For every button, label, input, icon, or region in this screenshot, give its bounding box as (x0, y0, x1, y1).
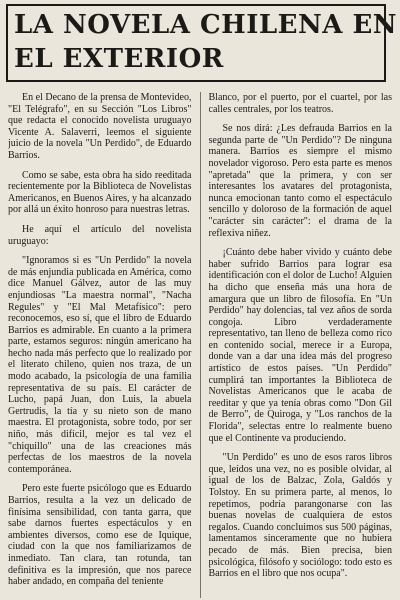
paragraph: Pero este fuerte psicólogo que es Eduardo Barrios, resulta a la vez un delicado de finísima sensibilidad, con tanta garra, que sabe darnos fuertes espectáculos y en ambientes diversos, como ese de Iquique, ciudad con la que nos familiarizamos de inmediato. Tan clara, tan rotunda, tan definitiva es la impresión, que nos parece haber andado, en compaña del teniente (8, 483, 192, 588)
headline (14, 8, 398, 76)
paragraph: Como se sabe, esta obra ha sido reeditada recientemente por la Biblioteca de Novelistas Americanos, en Buenos Aires, y ha alcanzado por allá un éxito honroso para nuestras letras. (8, 169, 192, 216)
article-columns (8, 92, 392, 598)
right-column (209, 92, 393, 598)
left-column (8, 92, 192, 598)
paragraph: ¡Cuánto debe haber vivido y cuánto debe haber sufrido Barrios para lograr esa identificación con el dolor de Lucho! Alguien ha dicho que enseña más una hora de amargura que un libro de filosofía. En "Un Perdido" hay dolencias, tal vez años de sorda congoja. Libro verdaderamente representativo, tan lleno de belleza como rico en contenido social, merece ir a Europa, donde van a dar una idea más del progreso artístico de estos países. "Un Perdido" cumplirá tan importantes la Biblioteca de Novelistas Americanos que le acaba de reeditar y que ya tenía obras como "Don Gil de Berro", de Quiroga, y "Los ranchos de la Florida", selectas entre lo realmente bueno que el Continente va produciendo. (208, 247, 392, 444)
paragraph: Se nos dirá: ¿Les defrauda Barrios en la segunda parte de "Un Perdido"? De ninguna manera. Barrios es siempre el mismo novelador vigoroso. Pero esta parte es menos "apretada" que la primera, y con ser interesantes los avatares del protagonista, nunca emocionan tanto como el espectáculo sencillo y doloroso de la formación de aquel "carácter sin carácter": el drama de la reflexiva niñez. (208, 123, 392, 239)
headline-frame (6, 4, 398, 82)
paragraph: He aquí el artículo del novelista uruguayo: (8, 223, 192, 247)
headline-line-2: EL EXTERIOR (14, 44, 224, 74)
paragraph: En el Decano de la prensa de Montevideo, "El Telégrafo", en su Sección "Los Libros" que redacta el conocido novelista uruguayo Vicente A. Salaverri, leemos el siguiente juicio de la novela "Un Perdido", de Eduardo Barrios. (8, 92, 192, 161)
headline-line-1: LA NOVELA CHILENA EN (14, 10, 398, 40)
paragraph: Blanco, por el puerto, por el cuartel, por las calles centrales, por los teatros. (208, 92, 392, 115)
paragraph: "Un Perdido" es uno de esos raros libros que, leídos una vez, no es posible olvidar, al igual de los de Balzac, Zola, Galdós y Tolstoy. En su primera parte, al menos, lo repetimos, podría parangonarse con las buenas novelas de cualquiera de estos regalos. Cuando concluimos sus 500 páginas, lamentamos sinceramente que no hubiera pecado de más. Bien precisa, bien psicológica, filósofo y sociólogo: todo esto es Barrios en el libro que nos ocupa". (208, 452, 392, 580)
column-divider (200, 92, 201, 598)
paragraph: "Ignoramos si es "Un Perdido" la novela de más enjundia publicada en América, como dice Manuel Gálvez, autor de las muy enjundiosas "La maestra normal", "Nacha Regules" y "El Mal Metafísico": pero reconocemos, eso sí, que el libro de Eduardo Barrios es admirable. En cuanto a la primera parte, estamos seguros: ningún americano ha hecho nada más perfecto que lo realizado por el literato chileno, quien nos traza, de un modo acabado, la psicología de una familia representativa de su país. El carácter de Lucho, papá Juan, don Luis, la abuela Gertrudis, la tía y su nieto son de mano maestra. El protagonista, sobre todo, por ser niño, más difícil, mejor es tal vez el "chiquillo" una de las creaciones más perfectas de los maestros de la novela contemporánea. (8, 255, 192, 475)
